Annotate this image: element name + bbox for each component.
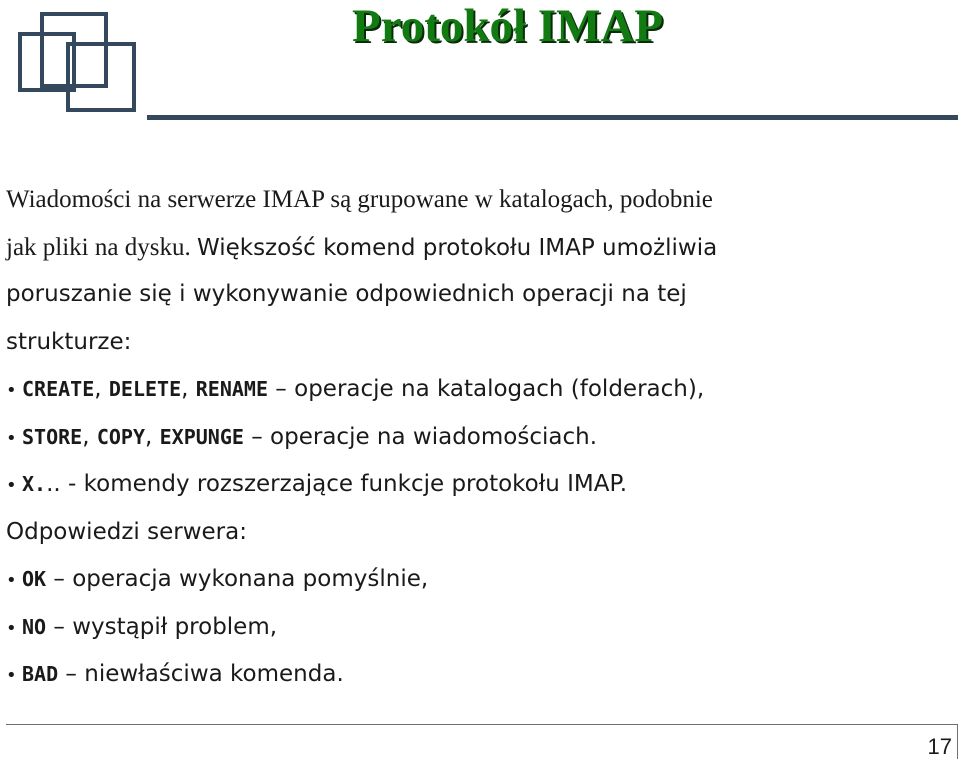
command-item-extensions (6, 461, 956, 509)
page-number: 17 (927, 734, 952, 759)
separator: , (94, 376, 109, 402)
bullet-icon: • (6, 617, 17, 639)
intro-line-2 (6, 224, 956, 272)
title-rule (147, 115, 958, 120)
intro-line-2-part-1: jak pliki na dysku. (6, 233, 197, 261)
command-item-folders (6, 366, 956, 414)
command-code: COPY (96, 424, 146, 449)
response-item-ok (6, 556, 956, 604)
response-code: OK (22, 567, 47, 591)
slide-title: Protokół IMAP (352, 0, 664, 52)
bullet-icon: • (6, 475, 17, 496)
response-item-no (6, 604, 956, 652)
bullet-icon: • (6, 570, 17, 591)
response-description: – wystąpił problem, (46, 613, 278, 640)
slide-content (6, 176, 956, 699)
intro-line-3: poruszanie się i wykonywanie odpowiednich operacji na tej (6, 281, 687, 307)
command-code: STORE (22, 424, 83, 449)
responses-heading: Odpowiedzi serwera: (6, 518, 247, 545)
response-description: – niewłaściwa komenda. (58, 661, 344, 687)
response-item-bad (6, 651, 956, 699)
command-code: X. (22, 472, 47, 496)
separator: , (181, 376, 196, 402)
command-description: – operacje na katalogach (folderach), (268, 376, 705, 402)
command-description: .. - komendy rozszerzające funkcje protokołu IMAP. (46, 471, 628, 497)
separator: , (82, 423, 97, 450)
intro-line-2-part-2: Większość komend protokołu IMAP umożliwia (196, 234, 718, 261)
intro-line-1: Wiadomości na serwerze IMAP są grupowane w katalogach, podobnie (6, 186, 713, 213)
command-code: EXPUNGE (159, 424, 244, 449)
footer-vertical-rule (957, 724, 958, 759)
separator: , (145, 423, 160, 450)
response-description: – operacja wykonana pomyślnie, (46, 566, 429, 592)
response-code: NO (22, 614, 47, 639)
command-description: – operacje na wiadomościach. (243, 423, 598, 450)
response-code: BAD (22, 662, 59, 686)
command-code: CREATE (22, 377, 95, 401)
command-code: DELETE (108, 377, 182, 401)
bullet-icon: • (6, 665, 17, 686)
bullet-icon: • (6, 380, 17, 401)
command-code: RENAME (195, 377, 268, 401)
command-item-messages (6, 414, 956, 462)
bullet-icon: • (6, 427, 17, 449)
overlapping-squares-logo (18, 10, 138, 115)
footer-rule (6, 724, 958, 725)
intro-line-4: strukturze: (6, 328, 132, 355)
